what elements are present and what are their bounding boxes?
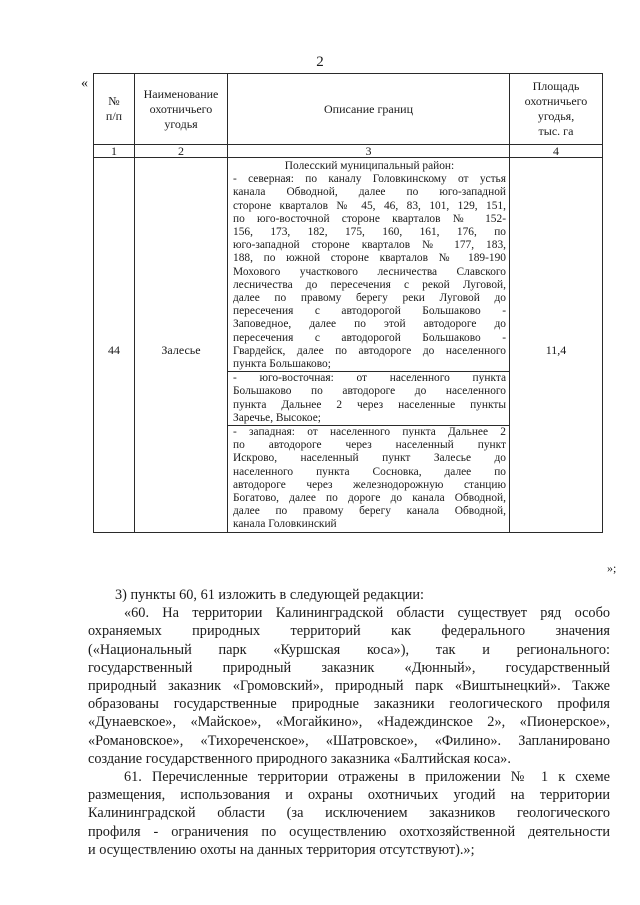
body-line: профиля - ограничения по осуществлению охотхозяйственной деятельности xyxy=(88,823,610,840)
description-line: населенного пункта Сосновка, далее по xyxy=(233,465,506,478)
body-line: размещения, использования и охраны охотничьих угодий на территории xyxy=(88,787,610,804)
body-line: создание государственного природного заказника «Балтийская коса». xyxy=(88,750,511,767)
description-line: пересечения с автодорогой Большаково - xyxy=(233,305,506,318)
description-line: по юго-восточной стороне кварталов № 152- xyxy=(233,212,506,225)
header-name-line: угодья xyxy=(164,116,198,131)
body-line: и осуществлению охоты на данных территория отсутствуют).»; xyxy=(88,841,475,858)
row-area: 11,4 xyxy=(510,158,603,533)
description-line: юго-западной стороне кварталов № 177, 183, xyxy=(233,239,506,252)
open-quote: « xyxy=(81,76,88,91)
description-line: Заповедное, далее по этой автодороге до xyxy=(233,318,506,331)
description-line: пересечения с автодорогой Большаково - xyxy=(233,331,506,344)
description-line: 188, по южной стороне кварталов № 189-190 xyxy=(233,252,506,265)
column-number: 1 xyxy=(94,145,135,158)
description-line: стороне кварталов № 45, 46, 83, 101, 129, 151, xyxy=(233,199,506,212)
description-line: - западная: от населенного пункта Дальнее 2 xyxy=(233,426,506,439)
header-num-line: № xyxy=(108,94,120,108)
description-line: далее по правому берегу канала Обводной, xyxy=(233,505,506,518)
body-line: образованы государственные природные заказники геологического профиля xyxy=(88,696,610,713)
description-line: канала Головкинский xyxy=(233,518,337,531)
description-line: Гвардейск, далее по автодороге до населенного xyxy=(233,344,506,357)
row-description xyxy=(228,158,510,533)
description-line: пункта Большаково; xyxy=(233,358,331,371)
row-number: 44 xyxy=(94,158,135,533)
body-line: Калининградской области (за исключением заказников геологического xyxy=(88,805,610,822)
body-line: («Национальный парк «Куршская коса»), так и регионального: xyxy=(88,641,610,658)
body-line: природный заказник «Громовский», природный парк «Виштынецкий». Также xyxy=(88,678,610,695)
header-area-line: Площадь xyxy=(532,79,580,93)
description-line: Заречье, Высокое; xyxy=(233,411,321,424)
column-number: 3 xyxy=(228,145,510,158)
description-line: пункта Дальнее 2 через населенные пункты xyxy=(233,398,506,411)
page-number: 2 xyxy=(316,54,324,70)
close-quote: »; xyxy=(607,561,617,575)
description-line: 156, 173, 182, 175, 160, 161, 176, по xyxy=(233,226,506,239)
description-line: лесничества до пересечения с рекой Луговой, xyxy=(233,278,506,291)
header-num xyxy=(94,74,135,145)
body-line: государственный природный заказник «Дюнный», государственный xyxy=(88,659,610,676)
description-line: Большаково по автодороге до населенного xyxy=(233,385,506,398)
header-num-line: п/п xyxy=(105,109,123,123)
table-header-row xyxy=(94,74,603,145)
description-line: Мохового участкового лесничества Славского xyxy=(233,265,506,278)
table-row xyxy=(94,158,603,533)
column-number-row xyxy=(94,145,603,158)
header-area xyxy=(510,74,603,145)
description-line: - юго-восточная: от населенного пункта xyxy=(233,372,506,385)
amendment-text xyxy=(88,586,610,859)
description-line: - северная: по каналу Головкинскому от устья xyxy=(233,173,506,186)
header-area-line: охотничьего xyxy=(524,94,588,108)
body-line: «60. На территории Калининградской области существует ряд особо xyxy=(124,605,610,622)
body-line: охраняемых природных территорий как федерального значения xyxy=(88,623,610,640)
description-line: Искрово, населенный пункт Залесье до xyxy=(233,452,506,465)
description-line: по автодороге через населенный пункт xyxy=(233,439,506,452)
description-line: Полесский муниципальный район: xyxy=(284,160,455,172)
column-number: 2 xyxy=(135,145,228,158)
header-name-line: охотничьего xyxy=(149,101,213,116)
header-name-line: Наименование xyxy=(143,86,219,101)
header-name xyxy=(135,74,228,145)
description-line: Богатово, далее по дороге до канала Обводной, xyxy=(233,492,506,505)
column-number: 4 xyxy=(510,145,603,158)
header-area-line: тыс. га xyxy=(538,124,574,138)
description-line: автодороге через железнодорожную станцию xyxy=(233,478,506,491)
row-name: Залесье xyxy=(135,158,228,533)
body-line: 3) пункты 60, 61 изложить в следующей редакции: xyxy=(115,587,424,603)
hunting-grounds-table xyxy=(93,73,603,533)
body-line: «Дунаевское», «Майское», «Могайкино», «Надеждинское 2», «Пионерское», xyxy=(88,714,610,731)
description-line: далее по правому берегу реки Луговой до xyxy=(233,292,506,305)
header-area-line: угодья, xyxy=(537,109,575,123)
description-line: канала Обводной, далее по юго-западной xyxy=(233,186,506,199)
body-line: «Романовское», «Тихореченское», «Шатровское», «Филино». Запланировано xyxy=(88,732,610,749)
header-description: Описание границ xyxy=(228,74,510,145)
body-line: 61. Перечисленные территории отражены в приложении № 1 к схеме xyxy=(124,769,610,786)
